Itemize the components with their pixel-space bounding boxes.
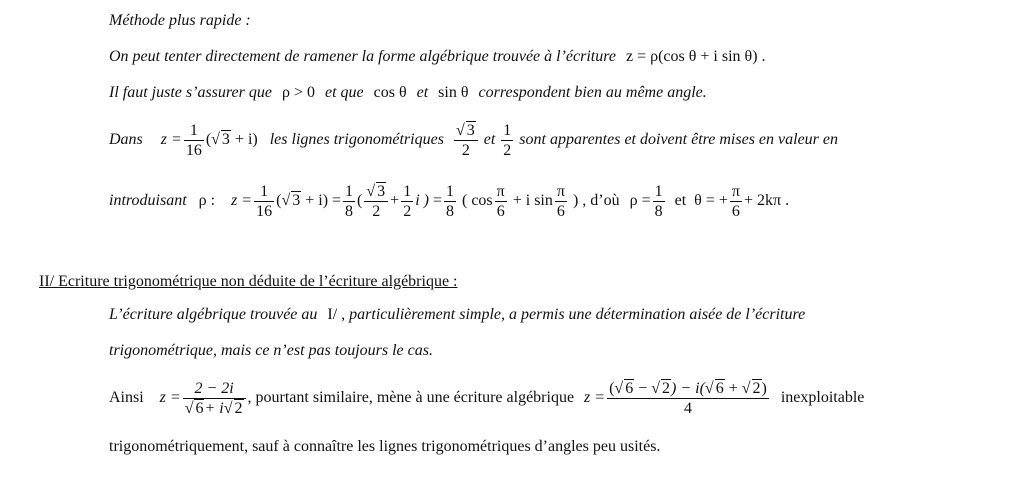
introduisant-label: introduisant	[109, 192, 187, 209]
line3-text-mid: les lignes trigonométriques	[269, 131, 444, 148]
fraction-sqrt3-over-2: $\frac{√ 3}{2}$	[454, 121, 478, 160]
section-2-last-line: trigonométriquement, sauf à connaître les lignes trigonométriques d’angles peu usités.	[109, 438, 661, 455]
section-2-para-line-2: trigonométrique, mais ce n’est pas toujours le cas.	[109, 342, 433, 359]
line2-text-b: et que	[324, 84, 364, 101]
line2-text-d: correspondent bien au même angle.	[478, 84, 707, 101]
line2-text-a: Il faut juste s’assurer que	[109, 84, 272, 101]
section-ref: I/	[327, 306, 338, 323]
sqrt-symbol: √	[211, 131, 220, 148]
sqrt-three: 3	[221, 131, 230, 148]
para1-text-a: L’écriture algébrique trouvée au	[109, 306, 318, 323]
i-close: i )	[415, 192, 429, 209]
rho-positive-condition: ρ > 0	[281, 84, 315, 101]
line2-text-c: et	[416, 84, 429, 101]
line3-text-end: sont apparentes et doivent être mises en valeur en	[519, 131, 838, 148]
plus-i: + i)	[234, 131, 258, 148]
cos-theta: cos θ	[373, 84, 407, 101]
fraction-one-half: $\frac{1}{2}$	[503, 121, 512, 159]
rho-colon: ρ :	[198, 192, 216, 209]
fraction-sqrt3-over-2-b: $\frac{√ 3}{2}$	[364, 182, 388, 221]
line3-et: et	[483, 131, 496, 148]
fraction-pi-over-6-c: $\frac{\pi}{6}$	[731, 182, 740, 220]
para1-text-b: , particulièrement simple, a permis une détermination aisée de l’écriture	[341, 306, 806, 323]
line4-et: et	[674, 192, 687, 209]
method-line-3	[109, 120, 838, 160]
equals-1: =	[332, 192, 342, 209]
plus-i-2: + i)	[305, 192, 329, 209]
plus-2kpi: + 2kπ .	[743, 192, 790, 209]
theta-equals: θ = +	[694, 192, 728, 209]
i-sin: + i sin	[512, 192, 553, 209]
rho-equals: ρ =	[629, 192, 651, 209]
fraction-one-sixteenth-2: $\frac{1}{16}$	[256, 182, 273, 220]
fraction-one-eighth-c: $\frac{1}{8}$	[654, 182, 663, 220]
method-line-1-text: On peut tenter directement de ramener la forme algébrique trouvée à l’écriture	[109, 48, 616, 65]
fraction-one-eighth-b: $\frac{1}{8}$	[446, 182, 454, 220]
method-line-2	[109, 83, 707, 103]
cos-open: ( cos	[462, 192, 493, 209]
fraction-pi-over-6: $\frac{\pi}{6}$	[496, 182, 505, 220]
dans-label: Dans	[109, 131, 143, 148]
fraction-one-sixteenth: $\frac{1}{16}$	[185, 121, 202, 159]
equals-2: =	[432, 192, 442, 209]
method-line-4: introduisant ρ : z = $\frac{1}{16}$ (√ 3 + i) = $\frac{1}{8}$ ( $\frac{√ 3}{2}$ + $\frac{1}{2}$ i ) = $\frac{1}{8}$ ( cos $\frac{\pi}{6}$ + i sin $\frac{\pi}{6}$ ) , d’où ρ = $\frac{1}{8}$ et θ = + $\frac{\pi}{6}$ + 2kπ .	[109, 182, 790, 220]
sin-theta: sin θ	[438, 84, 469, 101]
fraction-example: $\frac{2 - 2i}{√ 6+ i√ 2}$	[183, 379, 246, 418]
method-line-1	[109, 47, 766, 67]
inexploitable-text: inexploitable	[780, 389, 865, 406]
section-2-title: II/ Ecriture trigonométrique non déduite de l’écriture algébrique :	[39, 273, 458, 290]
fraction-pi-over-6-b: $\frac{\pi}{6}$	[556, 182, 565, 220]
z-equals-2: z =	[231, 192, 253, 209]
z-equals-4: z =	[584, 389, 606, 406]
mid-text: , pourtant similaire, mène à une écriture algébrique	[247, 389, 575, 406]
paren-open: (	[205, 131, 212, 148]
section-2-para-line-1	[109, 305, 805, 325]
dou-text: ) , d’où	[572, 192, 620, 209]
z-equals: z =	[160, 131, 182, 148]
section-2-example-line	[109, 376, 864, 420]
trig-form-formula: z = ρ(cos θ + i sin θ) .	[625, 48, 766, 65]
fraction-one-eighth: $\frac{1}{8}$	[345, 182, 354, 220]
ainsi-label: Ainsi	[109, 389, 144, 406]
fraction-algebraic-form: $\frac{(√ 6 - √ 2) - i(√ 6 + √ 2)}{4}$	[609, 379, 767, 417]
fraction-one-half-b: $\frac{1}{2}$	[403, 182, 412, 220]
z-equals-3: z =	[159, 389, 181, 406]
method-heading: Méthode plus rapide :	[109, 12, 251, 29]
